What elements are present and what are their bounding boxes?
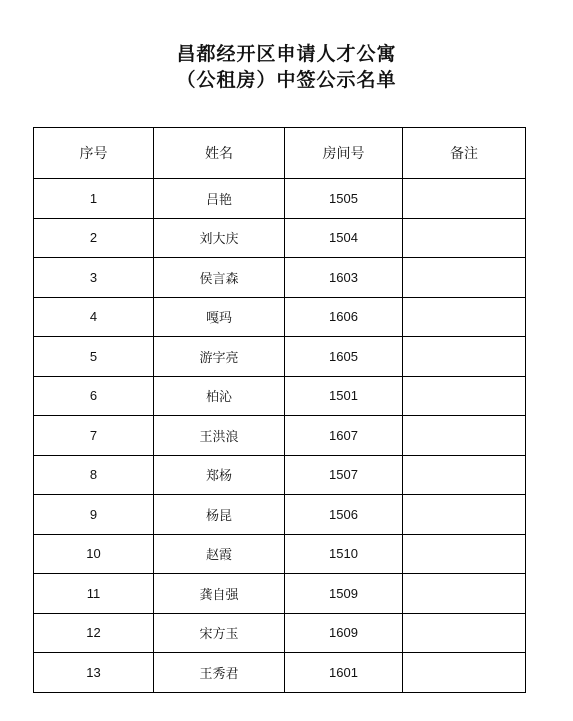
cell-serial-number: 5 (34, 337, 154, 377)
cell-serial-number: 7 (34, 416, 154, 456)
cell-serial-number: 11 (34, 574, 154, 614)
table-row (34, 337, 526, 377)
cell-name: 郑杨 (154, 455, 285, 495)
cell-room-number: 1510 (285, 534, 403, 574)
table-row (34, 218, 526, 258)
cell-name: 杨昆 (154, 495, 285, 535)
cell-room-number: 1509 (285, 574, 403, 614)
cell-remarks (403, 653, 526, 693)
cell-serial-number: 13 (34, 653, 154, 693)
cell-name: 柏沁 (154, 376, 285, 416)
cell-serial-number: 9 (34, 495, 154, 535)
cell-remarks (403, 416, 526, 456)
table-row (34, 297, 526, 337)
cell-serial-number: 4 (34, 297, 154, 337)
table-row (34, 416, 526, 456)
table-row (34, 376, 526, 416)
cell-name: 刘大庆 (154, 218, 285, 258)
table-row (34, 258, 526, 298)
cell-room-number: 1606 (285, 297, 403, 337)
cell-room-number: 1607 (285, 416, 403, 456)
cell-serial-number: 3 (34, 258, 154, 298)
document-title (0, 41, 573, 93)
cell-remarks (403, 258, 526, 298)
cell-room-number: 1507 (285, 455, 403, 495)
header-serial-number: 序号 (34, 128, 154, 179)
cell-serial-number: 10 (34, 534, 154, 574)
cell-serial-number: 6 (34, 376, 154, 416)
cell-remarks (403, 297, 526, 337)
cell-serial-number: 1 (34, 179, 154, 219)
cell-name: 赵霞 (154, 534, 285, 574)
cell-serial-number: 8 (34, 455, 154, 495)
cell-name: 宋方玉 (154, 613, 285, 653)
cell-name: 嘎玛 (154, 297, 285, 337)
cell-remarks (403, 337, 526, 377)
table-header-row (34, 128, 526, 179)
header-remarks: 备注 (403, 128, 526, 179)
cell-remarks (403, 218, 526, 258)
table-row (34, 179, 526, 219)
cell-room-number: 1609 (285, 613, 403, 653)
cell-remarks (403, 179, 526, 219)
cell-remarks (403, 495, 526, 535)
cell-room-number: 1601 (285, 653, 403, 693)
cell-room-number: 1506 (285, 495, 403, 535)
cell-room-number: 1505 (285, 179, 403, 219)
table-row (34, 495, 526, 535)
cell-name: 吕艳 (154, 179, 285, 219)
winners-table (33, 127, 526, 693)
cell-room-number: 1504 (285, 218, 403, 258)
cell-name: 龚自强 (154, 574, 285, 614)
table-row (34, 574, 526, 614)
cell-serial-number: 12 (34, 613, 154, 653)
table-row (34, 613, 526, 653)
cell-name: 王洪浪 (154, 416, 285, 456)
table-row (34, 455, 526, 495)
cell-remarks (403, 455, 526, 495)
cell-room-number: 1605 (285, 337, 403, 377)
table-row (34, 534, 526, 574)
cell-serial-number: 2 (34, 218, 154, 258)
cell-name: 游字亮 (154, 337, 285, 377)
cell-room-number: 1603 (285, 258, 403, 298)
cell-room-number: 1501 (285, 376, 403, 416)
title-line-2: （公租房）中签公示名单 (176, 69, 397, 91)
cell-remarks (403, 376, 526, 416)
cell-remarks (403, 613, 526, 653)
table-row (34, 653, 526, 693)
cell-name: 王秀君 (154, 653, 285, 693)
header-name: 姓名 (154, 128, 285, 179)
title-line-1: 昌都经开区申请人才公寓 (176, 43, 397, 65)
cell-remarks (403, 574, 526, 614)
header-room-number: 房间号 (285, 128, 403, 179)
cell-remarks (403, 534, 526, 574)
cell-name: 侯言森 (154, 258, 285, 298)
